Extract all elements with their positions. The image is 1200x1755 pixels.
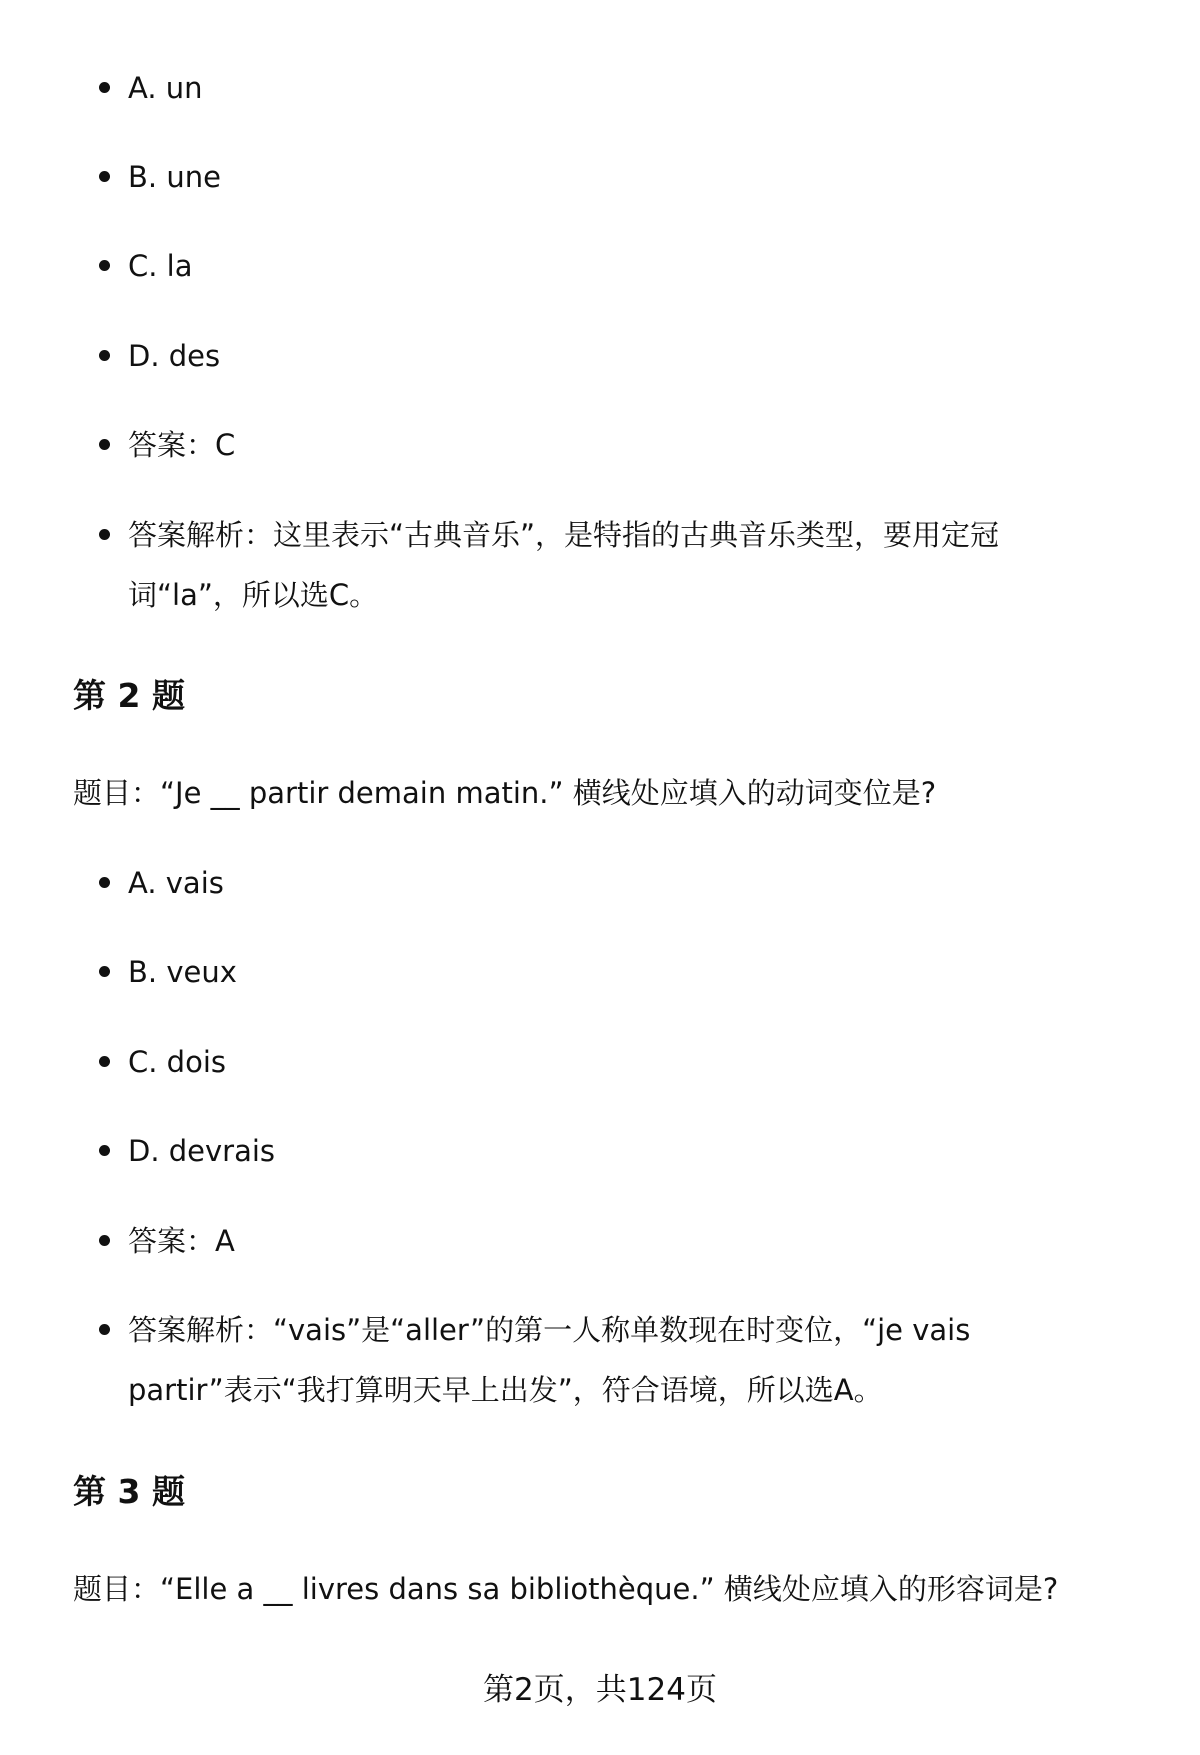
bullet-icon (99, 1145, 110, 1156)
page-footer: 第2页，共124页 (483, 1672, 717, 1708)
question-2-stem: 题目：“Je __ partir demain matin.” 横线处应填入的动词变位是? (73, 776, 937, 810)
bullet-icon (99, 529, 110, 540)
bullet-icon (99, 439, 110, 450)
option-text: B. veux (128, 955, 237, 989)
bullet-icon (99, 1235, 110, 1246)
bullet-icon (99, 171, 110, 182)
option-text: A. un (128, 71, 203, 105)
option-text: B. une (128, 160, 221, 194)
question-3-heading: 第 3 题 (73, 1472, 185, 1511)
bullet-icon (99, 82, 110, 93)
option-text: A. vais (128, 866, 224, 900)
bullet-icon (99, 966, 110, 977)
analysis-text: 答案解析：“vais”是“aller”的第一人称单数现在时变位，“je vais partir”表示“我打算明天早上出发”，符合语境，所以选A。 (128, 1313, 980, 1407)
answer-text: 答案：A (128, 1224, 235, 1258)
option-text: D. des (128, 339, 221, 373)
bullet-icon (99, 877, 110, 888)
option-text: C. la (128, 249, 193, 283)
option-text: D. devrais (128, 1134, 276, 1168)
question-3-stem: 题目：“Elle a __ livres dans sa bibliothèque.” 横线处应填入的形容词是? (73, 1572, 1059, 1606)
bullet-icon (99, 1324, 110, 1335)
option-text: C. dois (128, 1045, 227, 1079)
bullet-icon (99, 350, 110, 361)
analysis-text: 答案解析：这里表示“古典音乐”，是特指的古典音乐类型，要用定冠词“la”，所以选C。 (128, 518, 1000, 612)
bullet-icon (99, 260, 110, 271)
bullet-icon (99, 1056, 110, 1067)
question-2-heading: 第 2 题 (73, 676, 185, 715)
answer-text: 答案：C (128, 428, 236, 462)
